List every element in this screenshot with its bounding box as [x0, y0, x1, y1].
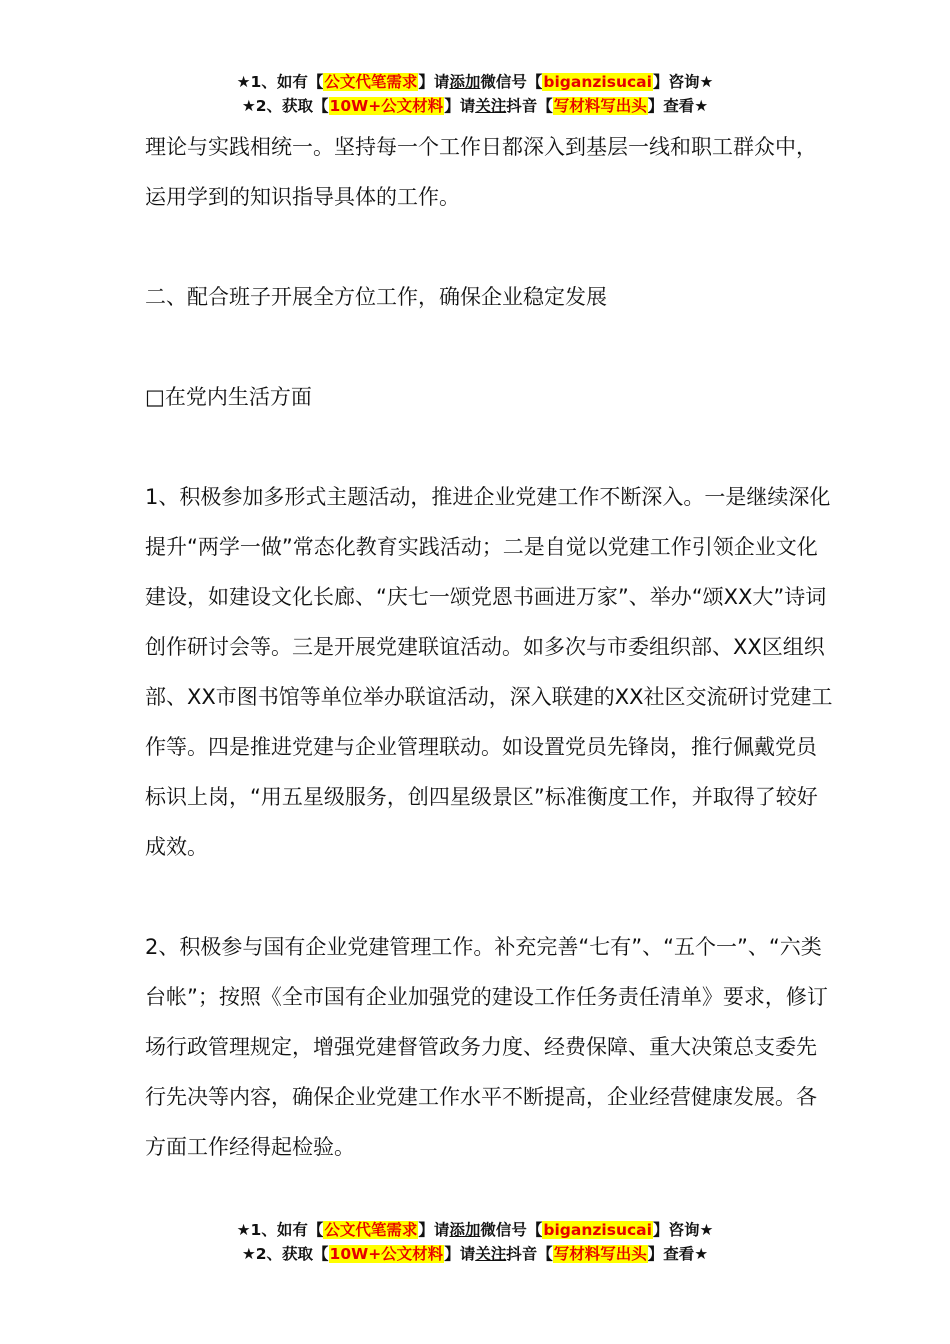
highlight-douyin-id: 写材料写出头 — [553, 97, 647, 115]
highlight-wechat-id: biganzisucai — [543, 1221, 652, 1239]
highlight-materials: 10W+公文材料 — [329, 97, 444, 115]
star-icon: ★ — [694, 97, 709, 115]
paragraph-item-1: 1、积极参加多形式主题活动，推进企业党建工作不断深入。一是继续深化提升“两学一做”常态化教育实践活动；二是自觉以党建工作引领企业文化建设，如建设文化长廊、“庆七一颂党恩书画进万家”、举办“颂XX大”诗词创作研讨会等。三是开展党建联谊活动。如多次与市委组织部、XX区组织部、XX市图书馆等单位举办联谊活动，深入联建的XX社区交流研讨党建工作等。四是推进党建与企业管理联动。如设置党员先锋岗，推行佩戴党员标识上岗，“用五星级服务，创四星级景区”标准衡度工作，并取得了较好成效。 — [145, 485, 833, 859]
banner-text: 微信号【 — [480, 1221, 543, 1239]
highlight-douyin-id: 写材料写出头 — [553, 1245, 647, 1263]
banner-text: 抖音【 — [506, 1245, 553, 1263]
highlight-service: 公文代笔需求 — [324, 73, 418, 91]
banner-line-1 — [0, 1218, 950, 1242]
star-icon: ★ — [236, 73, 251, 91]
banner-text: 】请 — [418, 73, 450, 91]
star-icon: ★ — [694, 1245, 709, 1263]
banner-text: 微信号【 — [480, 73, 543, 91]
section-heading: 二、配合班子开展全方位工作，确保企业稳定发展 — [145, 285, 607, 309]
banner-underlined: 添加 — [449, 73, 481, 91]
star-icon: ★ — [241, 1245, 256, 1263]
banner-line-1 — [0, 70, 950, 94]
star-icon: ★ — [699, 73, 714, 91]
banner-text: 1、如有【 — [250, 1221, 324, 1239]
highlight-materials: 10W+公文材料 — [329, 1245, 444, 1263]
banner-text: 】请 — [418, 1221, 450, 1239]
highlight-wechat-id: biganzisucai — [543, 73, 652, 91]
footer-banner — [0, 1218, 950, 1266]
paragraph-item-2: 2、积极参与国有企业党建管理工作。补充完善“七有”、“五个一”、“六类台帐”；按照《全市国有企业加强党的建设工作任务责任清单》要求，修订场行政管理规定，增强党建督管政务力度、经费保障、重大决策总支委先行先决等内容，确保企业党建工作水平不断提高，企业经营健康发展。各方面工作经得起检验。 — [145, 935, 828, 1159]
banner-text: 2、获取【 — [255, 1245, 329, 1263]
banner-text: 】查看 — [647, 97, 695, 115]
banner-text: 】查看 — [647, 1245, 695, 1263]
banner-line-2 — [0, 1242, 950, 1266]
header-banner — [0, 70, 950, 118]
banner-text: 抖音【 — [506, 97, 553, 115]
star-icon: ★ — [699, 1221, 714, 1239]
star-icon: ★ — [236, 1221, 251, 1239]
banner-underlined: 关注 — [475, 1245, 507, 1263]
banner-underlined: 关注 — [475, 97, 507, 115]
banner-text: 2、获取【 — [255, 97, 329, 115]
subsection-heading: □在党内生活方面 — [145, 385, 312, 409]
banner-underlined: 添加 — [449, 1221, 481, 1239]
star-icon: ★ — [241, 97, 256, 115]
banner-text: 1、如有【 — [250, 73, 324, 91]
banner-text: 】咨询 — [652, 73, 700, 91]
document-body — [145, 122, 835, 1172]
banner-line-2 — [0, 94, 950, 118]
paragraph-continuation: 理论与实践相统一。坚持每一个工作日都深入到基层一线和职工群众中，运用学到的知识指导具体的工作。 — [145, 135, 817, 209]
banner-text: 】请 — [444, 97, 476, 115]
banner-text: 】请 — [444, 1245, 476, 1263]
highlight-service: 公文代笔需求 — [324, 1221, 418, 1239]
banner-text: 】咨询 — [652, 1221, 700, 1239]
